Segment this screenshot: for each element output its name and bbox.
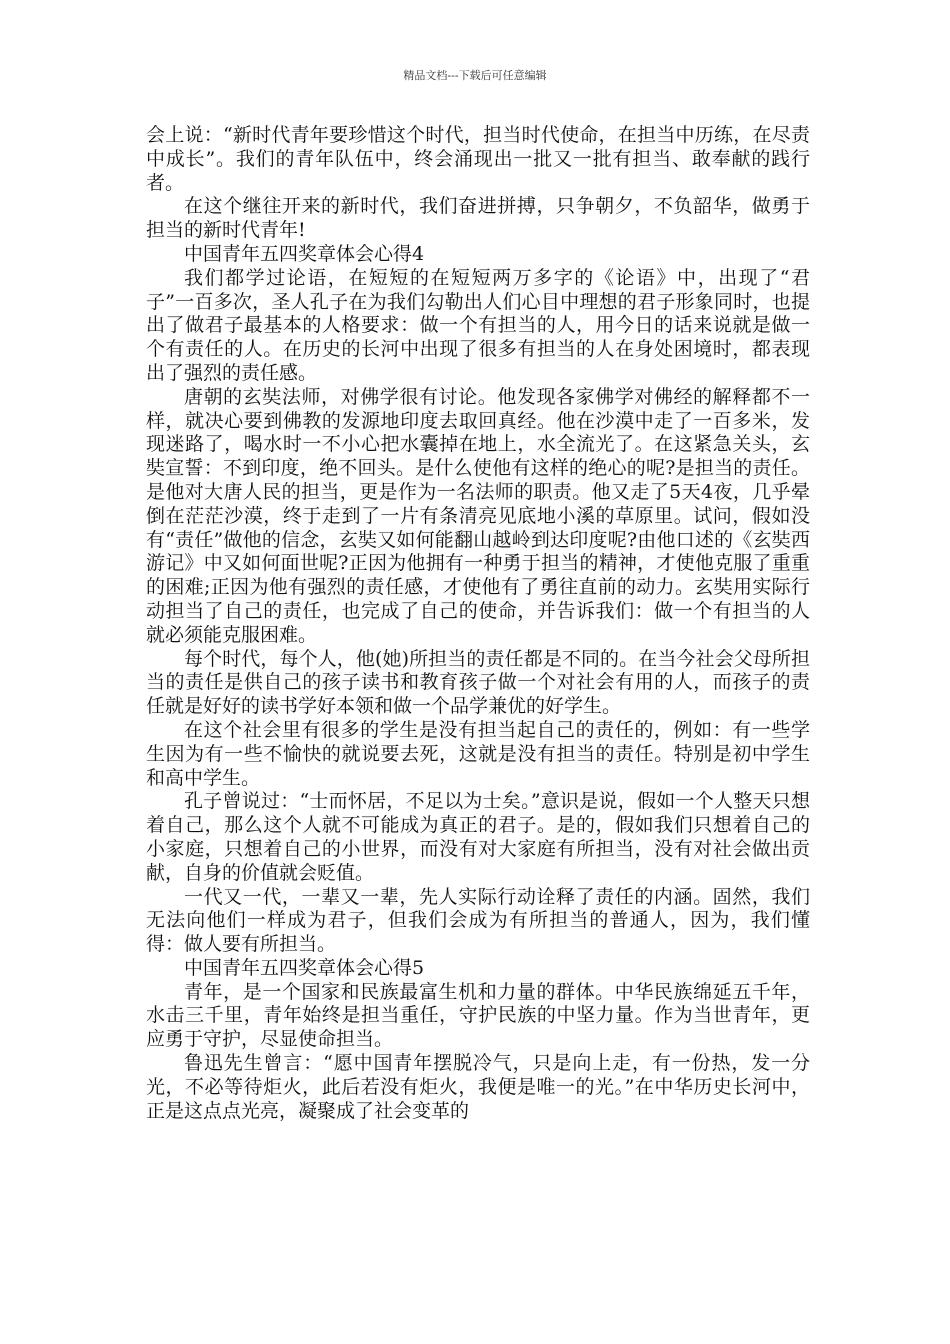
paragraph-2: 在这个继往开来的新时代，我们奋进拼搏，只争朝夕，不负韶华，做勇于担当的新时代青年! — [146, 195, 810, 242]
paragraph-6: 在这个社会里有很多的学生是没有担当起自己的责任的，例如：有一些学生因为有一些不愉快的就说要去死，这就是没有担当的责任。特别是初中学生和高中学生。 — [146, 718, 810, 789]
paragraph-8: 一代又一代，一辈又一辈，先人实际行动诠释了责任的内涵。固然，我们无法向他们一样成为君子，但我们会成为有所担当的普通人，因为，我们懂得：做人要有所担当。 — [146, 885, 810, 956]
section-heading-4: 中国青年五四奖章体会心得4 — [184, 242, 425, 265]
paragraph-5: 每个时代，每个人，他(她)所担当的责任都是不同的。在当今社会父母所担当的责任是供自己的孩子读书和教育孩子做一个对社会有用的人，而孩子的责任就是好好的读书学好本领和做一个品学兼优的好学生。 — [146, 647, 810, 718]
paragraph-4: 唐朝的玄奘法师，对佛学很有讨论。他发现各家佛学对佛经的解释都不一样，就决心要到佛教的发源地印度去取回真经。他在沙漠中走了一百多米，发现迷路了，喝水时一不小心把水囊掉在地上，水全流光了。在这紧急关头，玄奘宣誓：不到印度，绝不回头。是什么使他有这样的绝心的呢?是担当的责任。是他对大唐人民的担当，更是作为一名法师的职责。他又走了5天4夜，几乎晕倒在茫茫沙漠，终于走到了一片有条清亮见底地小溪的草原里。试问，假如没有“责任”做他的信念，玄奘又如何能翻山越岭到达印度呢?由他口述的《玄奘西游记》中又如何面世呢?正因为他拥有一种勇于担当的精神，才使他克服了重重的困难;正因为他有强烈的责任感，才使他有了勇往直前的动力。玄奘用实际行动担当了自己的责任，也完成了自己的使命，并告诉我们：做一个有担当的人就必须能克服困难。 — [146, 385, 810, 646]
document-body — [146, 124, 810, 1123]
paragraph-10: 鲁迅先生曾言：“愿中国青年摆脱冷气，只是向上走，有一份热，发一分光，不必等待炬火，此后若没有炬火，我便是唯一的光。”在中华历史长河中，正是这点点光亮，凝聚成了社会变革的 — [146, 1052, 810, 1122]
paragraph-1: 会上说：“新时代青年要珍惜这个时代，担当时代使命，在担当中历练，在尽责中成长”。我们的青年队伍中，终会涌现出一批又一批有担当、敢奉献的践行者。 — [146, 124, 810, 194]
page-header: 精品文档---下载后可任意编辑 — [403, 69, 547, 82]
section-heading-5: 中国青年五四奖章体会心得5 — [184, 956, 425, 979]
paragraph-3: 我们都学过论语，在短短的在短短两万多字的《论语》中，出现了“君子”一百多次，圣人孔子在为我们勾勒出人们心目中理想的君子形象同时，也提出了做君子最基本的人格要求：做一个有担当的人，用今日的话来说就是做一个有责任的人。在历史的长河中出现了很多有担当的人在身处困境时，都表现出了强烈的责任感。 — [146, 266, 810, 384]
paragraph-9: 青年，是一个国家和民族最富生机和力量的群体。中华民族绵延五千年，水击三千里，青年始终是担当重任，守护民族的中坚力量。作为当世青年，更应勇于守护，尽显使命担当。 — [146, 980, 810, 1051]
paragraph-7: 孔子曾说过：“士而怀居，不足以为士矣。”意识是说，假如一个人整天只想着自己，那么这个人就不可能成为真正的君子。是的，假如我们只想着自己的小家庭，只想着自己的小世界，而没有对大家庭有所担当，没有对社会做出贡献，自身的价值就会贬值。 — [146, 790, 810, 884]
